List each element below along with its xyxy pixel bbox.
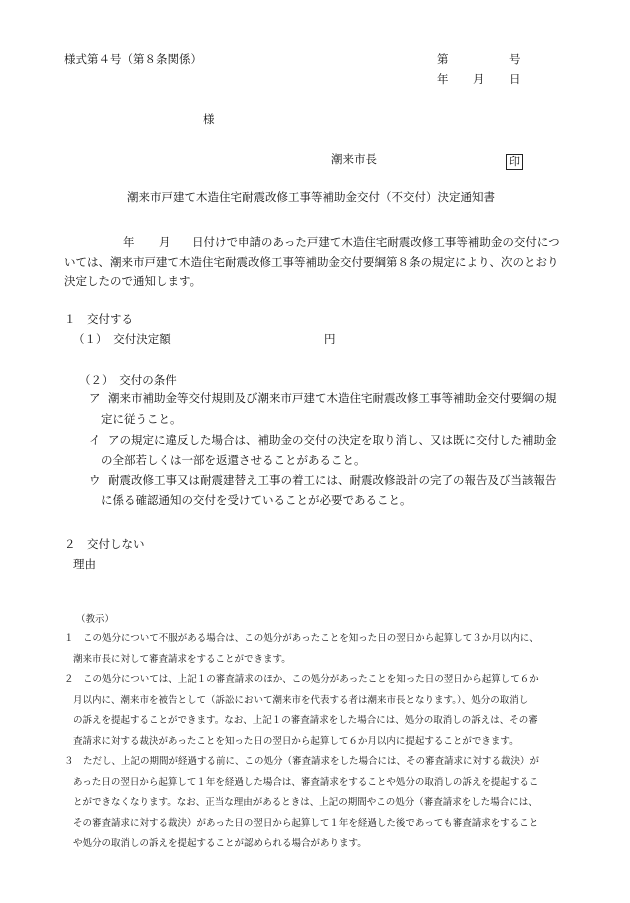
notice-heading: （教示） [76, 614, 115, 625]
date-day: 日 [509, 72, 521, 86]
condition-marker: ウ [89, 473, 101, 487]
notice-line: ただし、上記の期間が経過する前に、この処分（審査請求をした場合には、その審査請求に対する裁決）が [83, 756, 540, 767]
notice-line: や処分の取消しの訴えを提起することが認められる場合があります。 [73, 838, 367, 849]
condition-line: に係る確認通知の交付を受けていることが必要であること。 [101, 493, 412, 507]
intro-month: 月 [159, 235, 171, 249]
notice-line: この処分については、上記１の審査請求のほか、この処分があったことを知った日の翌日から起算して６か [83, 674, 539, 685]
recipient-honorific: 様 [203, 112, 215, 126]
date-month: 月 [473, 72, 485, 86]
amount-unit: 円 [324, 332, 336, 346]
notice-line: 月以内に、潮来市を被告として（訴訟において潮来市を代表する者は潮来市長となります。）、処分の取消し [73, 695, 529, 706]
intro-line1: 日付けで申請のあった戸建て木造住宅耐震改修工事等補助金の交付につ [192, 235, 560, 249]
condition-line: アの規定に違反した場合は、補助金の交付の決定を取り消し、又は既に交付した補助金 [108, 433, 557, 447]
notice-line: あった日の翌日から起算して１年を経過した場合は、審査請求をすることや処分の取消しの訴えを提起するこ [73, 777, 539, 788]
conditions-label: （２） 交付の条件 [79, 373, 177, 387]
form-number: 様式第４号（第８条関係） [64, 52, 202, 66]
notice-line: 潮来市長に対して審査請求をすることができます。 [73, 654, 291, 665]
section1-heading: １ 交付する [64, 312, 133, 326]
seal-label: 印 [506, 154, 523, 170]
intro-line3: 決定したので通知します。 [64, 274, 202, 288]
document-title: 潮来市戸建て木造住宅耐震改修工事等補助金交付（不交付）決定通知書 [127, 190, 495, 204]
condition-line: 定に従うこと。 [101, 412, 182, 426]
notice-line: とができなくなります。なお、正当な理由があるときは、上記の期間やこの処分（審査請求をした場合には、 [73, 797, 538, 808]
notice-line: 査請求に対する裁決があったことを知った日の翌日から起算して６か月以内に提起することができます。 [73, 736, 519, 747]
notice-line: の訴えを提起することができます。なお、上記１の審査請求をした場合には、処分の取消しの訴えは、その審 [73, 715, 538, 726]
intro-line2: いては、潮来市戸建て木造住宅耐震改修工事等補助金交付要綱第８条の規定により、次のとおり [64, 255, 559, 269]
notice-item-number: ２ [64, 674, 74, 685]
seal-stamp [506, 150, 523, 170]
condition-line: の全部若しくは一部を返還させることがあること。 [101, 453, 366, 467]
condition-line: 潮来市補助金等交付規則及び潮来市戸建て木造住宅耐震改修工事等補助金交付要綱の規 [108, 391, 557, 405]
intro-year: 年 [123, 235, 135, 249]
notice-item-number: １ [64, 633, 74, 644]
condition-marker: ア [89, 391, 101, 405]
notice-line: その審査請求に対する裁決）があった日の翌日から起算して１年を経過した後であっても審査請求をすること [73, 818, 539, 829]
notice-line: この処分について不服がある場合は、この処分があったことを知った日の翌日から起算して３か月以内に、 [83, 633, 539, 644]
amount-label: （１） 交付決定額 [73, 332, 171, 346]
notice-item-number: ３ [64, 756, 74, 767]
date-year: 年 [437, 72, 449, 86]
issuer-title: 潮来市長 [331, 152, 377, 166]
document-number-label-left: 第 [437, 52, 449, 66]
condition-line: 耐震改修工事又は耐震建替え工事の着工には、耐震改修設計の完了の報告及び当該報告 [108, 473, 557, 487]
document-number-label-right: 号 [509, 52, 521, 66]
condition-marker: イ [89, 433, 101, 447]
reason-label: 理由 [73, 557, 96, 571]
section2-heading: ２ 交付しない [64, 537, 145, 551]
